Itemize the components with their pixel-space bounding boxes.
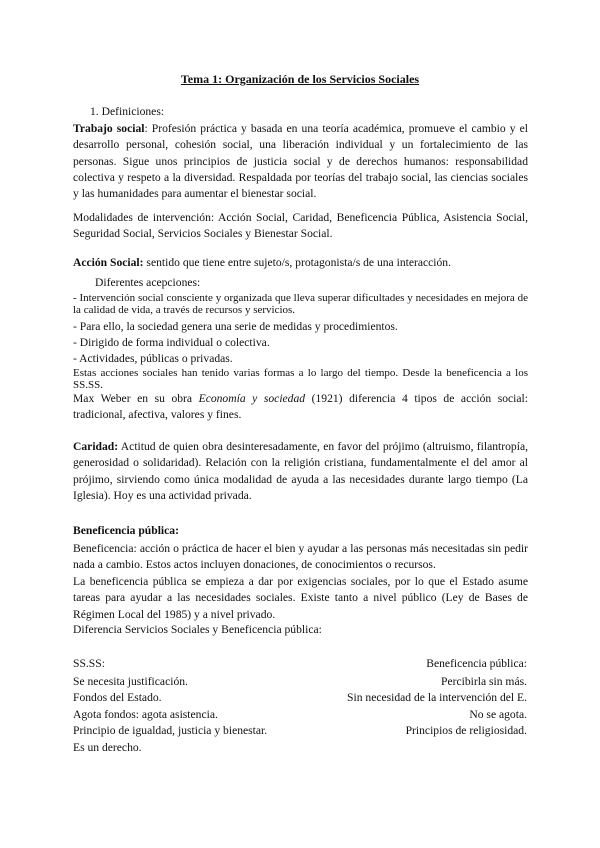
comparison-right-item: Beneficencia pública:	[426, 657, 527, 670]
caridad-text: Actitud de quien obra desinteresadamente, en favor del prójimo (altruismo, filantropía, generosidad o solidaridad). Relación con la religión cristiana, fundamentalmente el del amor al prójimo, sirviendo como única modalidad de ayuda a las necesidades durante largo tiempo (La Iglesia). Hoy es una actividad privada.	[73, 440, 528, 502]
diferencia-heading: Diferencia Servicios Sociales y Beneficencia pública:	[73, 623, 322, 636]
paragraph-beneficencia-def: Beneficencia: acción o práctica de hacer el bien y ayudar a las personas más necesitadas sin pedir nada a cambio. Estos actos incluyen donaciones, de conocimientos o recursos.	[73, 542, 528, 572]
acepcion-item: - Actividades, públicas o privadas.	[73, 352, 233, 365]
accion-social-text: sentido que tiene entre sujeto/s, protagonista/s de una interacción.	[143, 256, 451, 269]
comparison-right-item: Sin necesidad de la intervención del E.	[347, 691, 527, 704]
term-trabajo-social: Trabajo social	[73, 122, 145, 135]
paragraph-caridad	[73, 439, 528, 504]
comparison-left-item: SS.SS:	[73, 657, 105, 670]
comparison-right-item: No se agota.	[469, 708, 527, 721]
paragraph-historia: Estas acciones sociales han tenido varias formas a lo largo del tiempo. Desde la beneficencia a los SS.SS.	[73, 367, 528, 391]
trabajo-social-text: : Profesión práctica y basada en una teoría académica, promueve el cambio y el desarrollo personal, cohesión social, una liberación individual y un fortalecimiento de las personas. Sigue unos principios de justicia social y de derechos humanos: responsabilidad colectiva y respeto a la diversidad. Respaldada por teorías del trabajo social, las ciencias sociales y las humanidades para aumentar el bienestar social.	[73, 122, 528, 201]
comparison-right-item: Percibirla sin más.	[441, 675, 527, 688]
acepcion-item: - Dirigido de forma individual o colectiva.	[73, 336, 270, 349]
paragraph-modalidades: Modalidades de intervención: Acción Social, Caridad, Beneficencia Pública, Asistencia Social, Seguridad Social, Servicios Sociales y Bienestar Social.	[73, 211, 528, 241]
paragraph-trabajo-social	[73, 121, 528, 202]
comparison-left-item: Agota fondos: agota asistencia.	[73, 708, 218, 721]
comparison-left-item: Es un derecho.	[73, 741, 142, 754]
heading-beneficencia: Beneficencia pública:	[73, 524, 179, 537]
comparison-right-item: Principios de religiosidad.	[405, 724, 527, 737]
term-accion-social: Acción Social:	[73, 256, 144, 269]
comparison-left-item: Se necesita justificación.	[73, 675, 188, 688]
comparison-left-item: Principio de igualdad, justicia y bienestar.	[73, 724, 268, 737]
section-heading-definiciones: 1. Definiciones:	[90, 105, 165, 118]
weber-book-title: Economía y sociedad	[198, 392, 306, 405]
acepcion-item: - Para ello, la sociedad genera una serie de medidas y procedimientos.	[73, 320, 398, 333]
paragraph-weber	[73, 391, 528, 424]
term-caridad: Caridad:	[73, 440, 119, 453]
comparison-left-item: Fondos del Estado.	[73, 691, 162, 704]
page-title: Tema 1: Organización de los Servicios Sociales	[180, 72, 420, 86]
weber-text-post: (1921) diferencia 4 tipos de acción social: tradicional, afectiva, valores y fines.	[73, 392, 528, 422]
acepciones-heading: Diferentes acepciones:	[95, 276, 201, 289]
acepcion-item: - Intervención social consciente y organizada que lleva superar dificultades y necesidades en mejora de la calidad de vida, a través de recursos y servicios.	[73, 292, 528, 316]
paragraph-accion-social	[73, 255, 528, 271]
weber-text-pre: Max Weber en su obra	[73, 392, 199, 405]
paragraph-beneficencia-publica: La beneficencia pública se empieza a dar por exigencias sociales, por lo que el Estado asume tareas para ayudar a las necesidades sociales. Existe tanto a nivel público (Ley de Bases de Régimen Local del 1985) y a nivel privado.	[73, 575, 528, 621]
